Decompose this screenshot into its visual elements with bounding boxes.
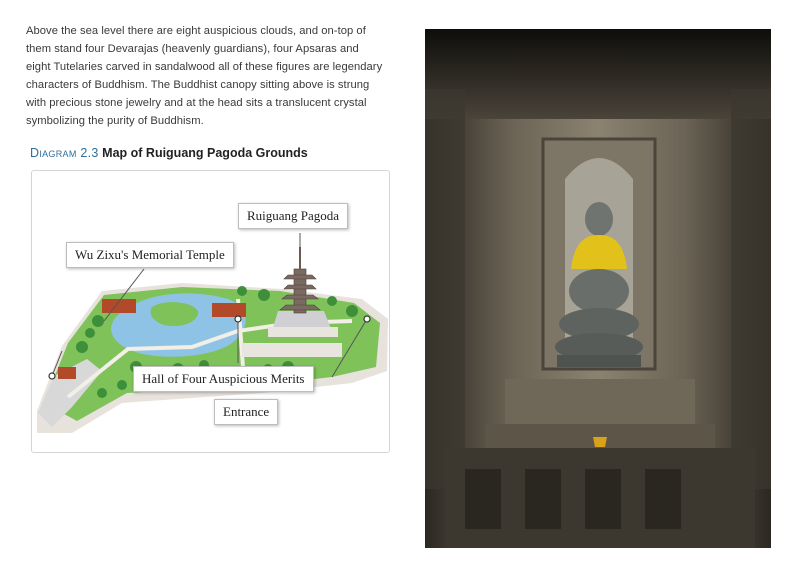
figure-label: Diagram 2.3: [30, 146, 99, 160]
callout-ruiguang-pagoda: Ruiguang Pagoda: [238, 203, 348, 229]
callout-auspicious-merits-hall: Hall of Four Auspicious Merits: [133, 366, 314, 392]
body-paragraph: Above the sea level there are eight auspicious clouds, and on-top of them stand four Devarajas (heavenly guardians), four Apsaras and eight Tutelaries carved in sandalwood all of these figures are legendary characters of Buddhism. The Buddhist canopy sitting above is strung with precious stone jewelry and at the head sits a translucent crystal symbolizing the purity of Buddhism.: [26, 25, 383, 127]
callout-memorial-temple: Wu Zixu's Memorial Temple: [66, 242, 234, 268]
buddha-statue-photo: [425, 29, 771, 548]
callout-entrance: Entrance: [214, 399, 278, 425]
map-figure: [31, 170, 390, 453]
figure-caption: [30, 146, 308, 160]
figure-title: Map of Ruiguang Pagoda Grounds: [102, 146, 308, 160]
photo-illustration: [425, 29, 771, 548]
